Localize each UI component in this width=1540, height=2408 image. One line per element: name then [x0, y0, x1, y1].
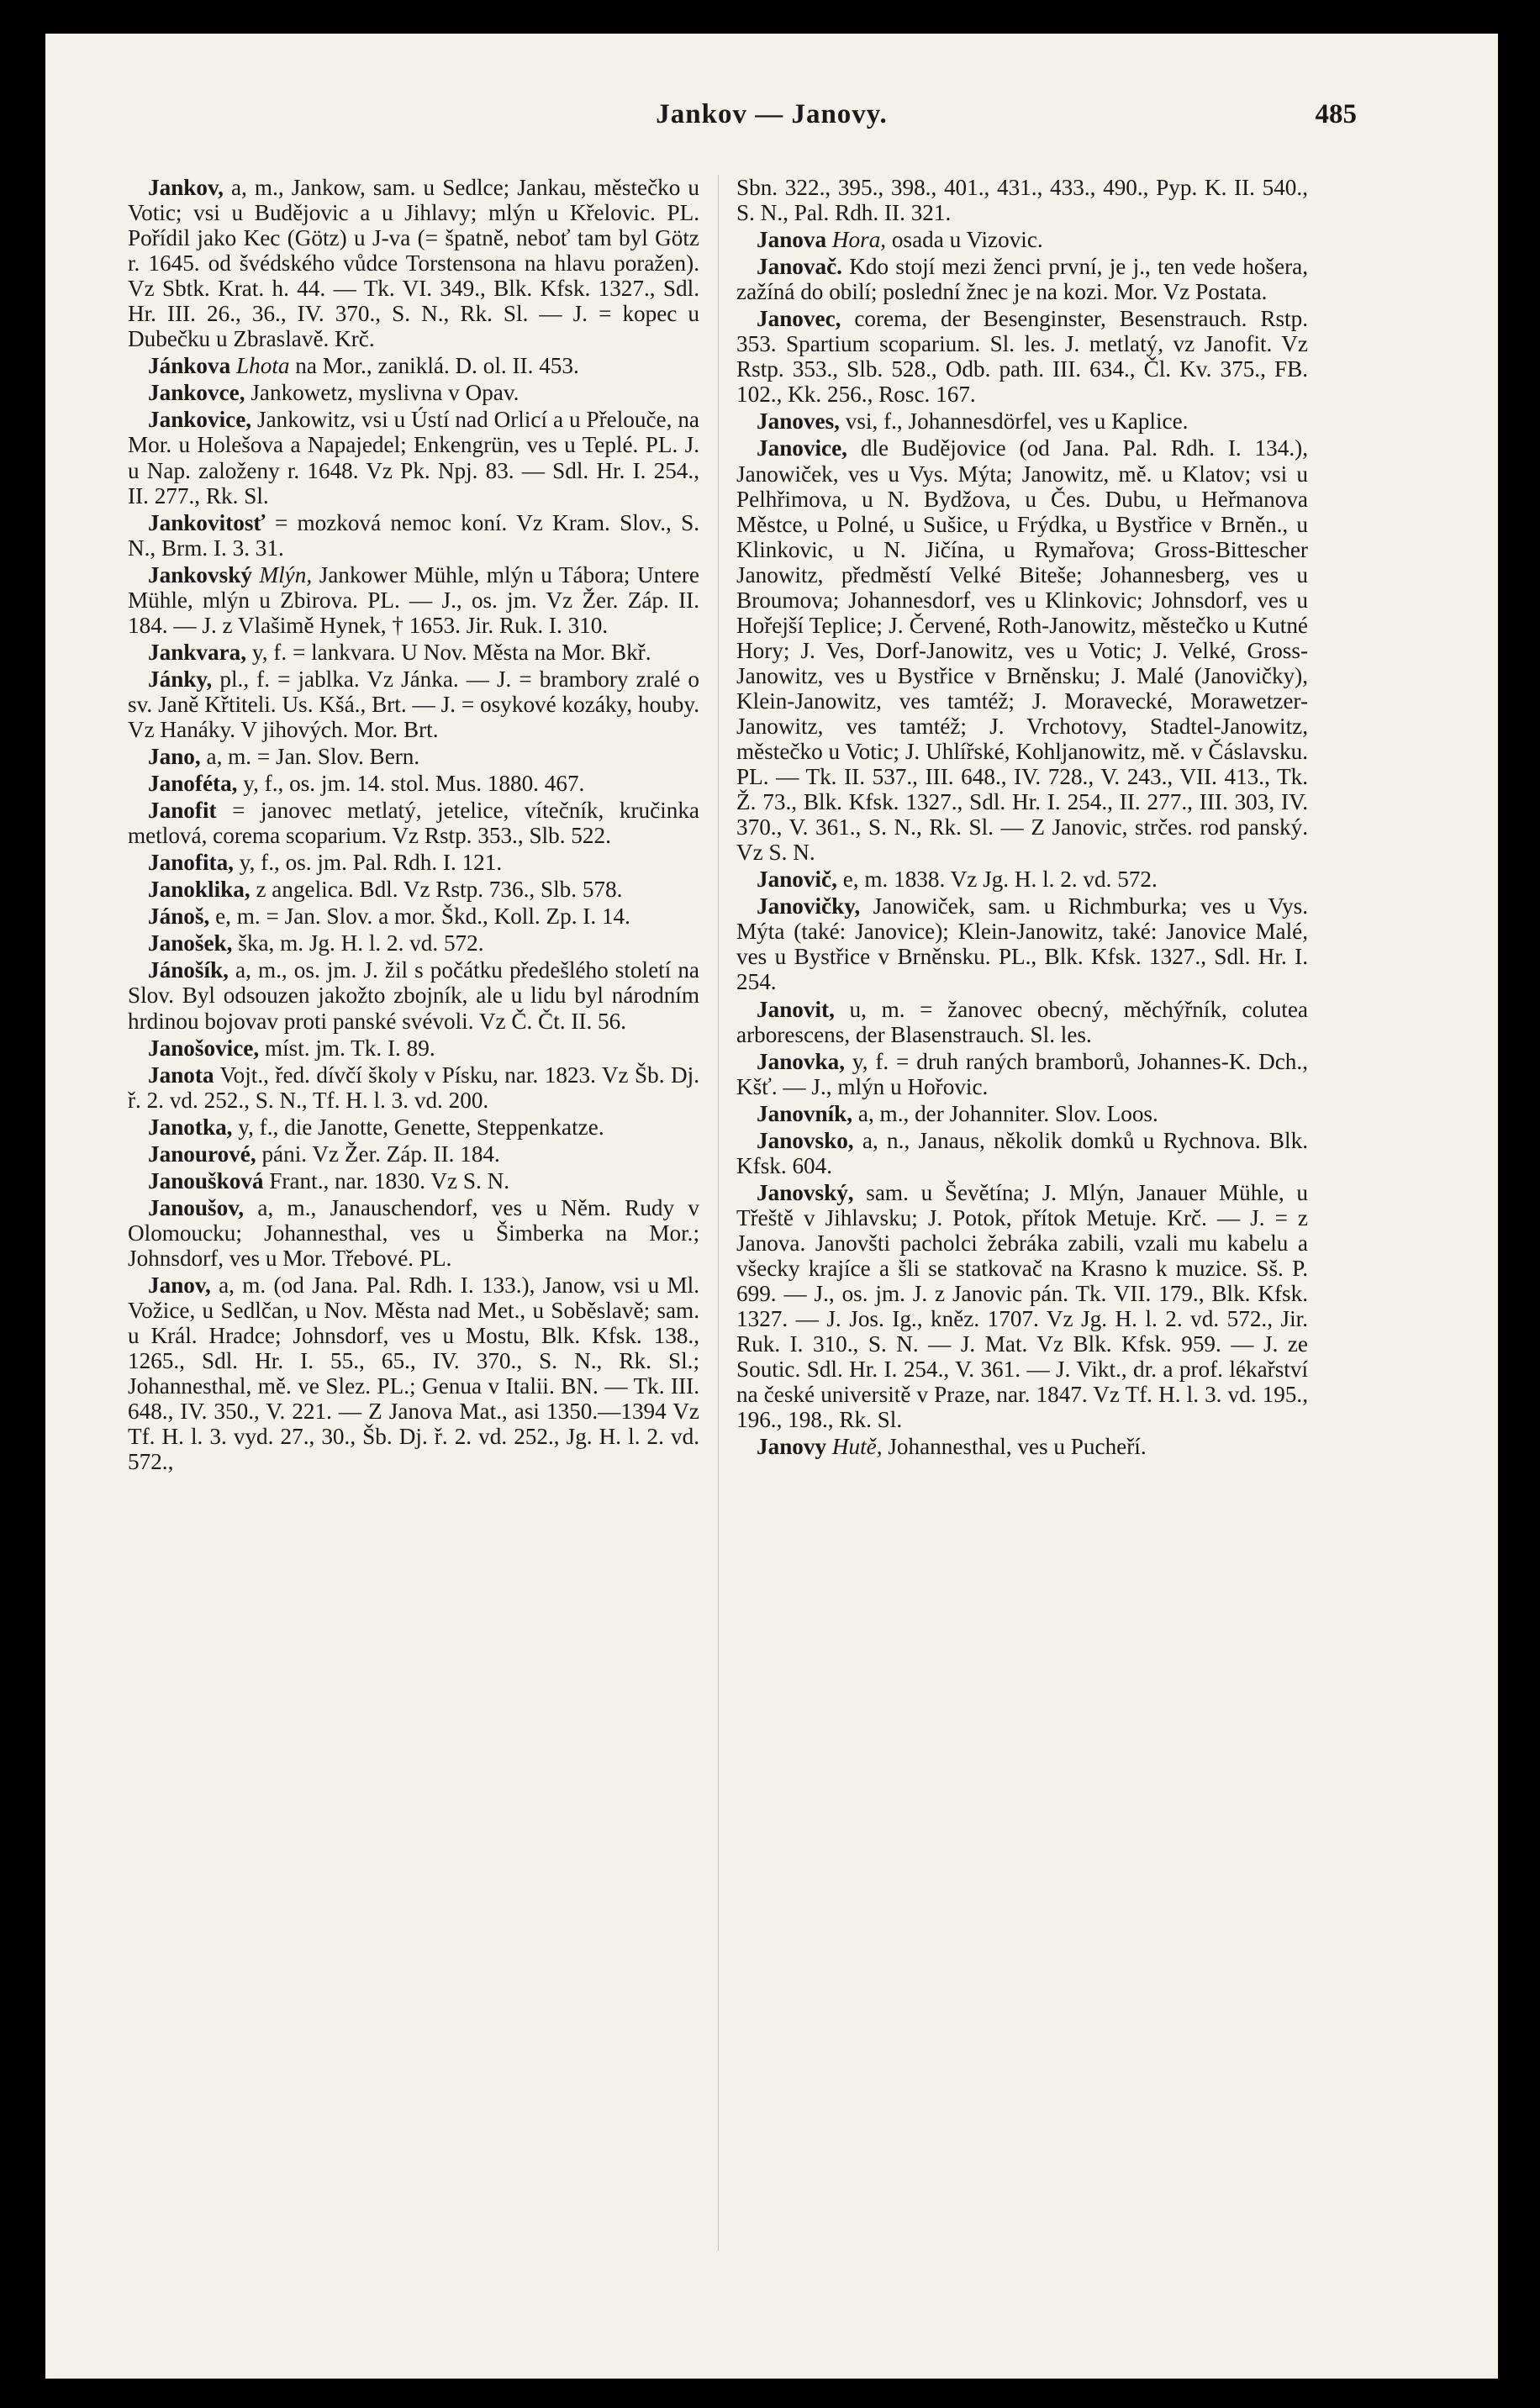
column-divider: [718, 175, 719, 2251]
page-header: [45, 99, 1498, 150]
entry-headword-italic: Hora,: [826, 227, 887, 253]
entry-body: z angelica. Bdl. Vz Rstp. 736., Slb. 578.: [250, 877, 623, 903]
entry-body: a, m. (od Jana. Pal. Rdh. I. 133.), Janow, vsi u Ml. Vožice, u Sedlčan, u Nov. Města nad Met., u Soběslavě; sam. u Král. Hradce; Johnsdorf, ves u Mostu, Blk. Kfsk. 138., 1265., Sdl. Hr. I. 55., 65., IV. 370., S. N., Rk. Sl.; Johannesthal, mě. ve Slez. PL.; Genua v Italii. BN. — Tk. III. 648., IV. 350., V. 221. — Z Janova Mat., asi 1350.—1394 Vz Tf. H. l. 3. vyd. 27., 30., Šb. Dj. ř. 2. vd. 252., Jg. H. l. 2. vd. 572.,: [128, 1272, 699, 1475]
entry-headword-italic: Mlýn,: [251, 561, 313, 588]
entry-body: pl., f. = jablka. Vz Jánka. — J. = brambory zralé o sv. Janě Křtiteli. Us. Kšá., Brt. — J. = osykové kozáky, houby. Vz Hanáky. V jihových. Mor. Brt.: [128, 666, 699, 742]
entry-body: Kdo stojí mezi ženci první, je j., ten vede hošera, zažíná do obilí; poslední žnec je na kozi. Mor. Vz Postata.: [736, 254, 1308, 305]
entry-body: y, f., os. jm. 14. stol. Mus. 1880. 467.: [237, 771, 585, 797]
entry-body: e, m. 1838. Vz Jg. H. l. 2. vd. 572.: [836, 867, 1158, 893]
entry-headword: Janota: [148, 1062, 214, 1088]
dictionary-entry: [736, 254, 1308, 304]
dictionary-entry: [128, 510, 699, 561]
dictionary-entry: [736, 1434, 1308, 1459]
entry-body: na Mor., zaniklá. D. ol. II. 453.: [289, 353, 579, 379]
dictionary-entry: [128, 744, 699, 769]
entry-headword: Janovač.: [757, 254, 842, 280]
entry-body: a, m., Janauschendorf, ves u Něm. Rudy v Olomoucku; Johannesthal, ves u Šimberka na Mor.; Johnsdorf, ves u Mor. Třebové. PL.: [128, 1194, 699, 1271]
dictionary-entry: [128, 175, 699, 351]
entry-headword: Janovsko,: [757, 1127, 854, 1153]
dictionary-entry: [736, 1101, 1308, 1126]
entry-body: míst. jm. Tk. I. 89.: [259, 1035, 435, 1061]
entry-headword: Janov,: [148, 1272, 211, 1298]
entry-headword: Jankovitosť: [148, 509, 266, 535]
entry-headword: Jano,: [148, 744, 201, 770]
entry-headword: Janošek,: [148, 930, 233, 956]
running-head: Jankov — Janovy.: [656, 99, 888, 129]
entry-headword: Jankovice,: [148, 407, 252, 433]
entry-headword: Janovič,: [757, 867, 837, 893]
entry-body: Vojt., řed. dívčí školy v Písku, nar. 1823. Vz Šb. Dj. ř. 2. vd. 252., S. N., Tf. H. l. 3. vd. 200.: [128, 1062, 699, 1113]
entry-headword-italic: Lhota: [230, 353, 290, 379]
entry-headword: Janotka,: [148, 1114, 233, 1140]
entry-headword: Jankvara,: [148, 639, 247, 665]
dictionary-entry: [736, 408, 1308, 434]
dictionary-entry: [128, 407, 699, 508]
entry-body: Jankowetz, myslivna v Opav.: [245, 380, 519, 406]
entry-body: a, m. = Jan. Slov. Bern.: [200, 744, 420, 770]
entry-headword: Jánky,: [148, 666, 213, 692]
dictionary-entry: [736, 306, 1308, 407]
entry-body: = mozková nemoc koní. Vz Kram. Slov., S. N., Brm. I. 3. 31.: [128, 509, 699, 561]
dictionary-entry: [128, 930, 699, 956]
dictionary-entry: [128, 1272, 699, 1474]
entry-headword: Janofita,: [148, 850, 234, 876]
dictionary-entry: [736, 175, 1308, 225]
entry-headword: Janova: [757, 227, 827, 253]
entry-headword: Jankovský: [148, 561, 252, 588]
dictionary-entry: [128, 1141, 699, 1167]
entry-headword: Janoušková: [148, 1167, 264, 1193]
entry-body: = janovec metlatý, jetelice, vítečník, kručinka metlová, corema scoparium. Vz Rstp. 353., Slb. 522.: [128, 798, 699, 849]
entry-headword: Janoušov,: [148, 1194, 245, 1220]
dictionary-entry: [736, 867, 1308, 892]
dictionary-entry: [128, 353, 699, 378]
entry-headword: Janovka,: [757, 1048, 846, 1074]
entry-body: ška, m. Jg. H. l. 2. vd. 572.: [232, 930, 484, 956]
dictionary-entry: [128, 957, 699, 1033]
page-number: 485: [1315, 99, 1357, 129]
entry-body: a, m., Jankow, sam. u Sedlce; Jankau, městečko u Votic; vsi u Budějovic a u Jihlavy; mlýn u Křelovic. PL. Pořídil jako Kec (Götz) u J-va (= špatně, neboť tam byl Götz r. 1645. od švédského vůdce Torstensona na hlavu poražen). Vz Sbtk. Krat. h. 44. — Tk. VI. 349., Blk. Kfsk. 1327., Sdl. Hr. III. 26., 36., IV. 370., S. N., Rk. Sl. — J. = kopec u Dubečku u Zbraslavě. Krč.: [128, 175, 699, 352]
entry-headword: Janovice,: [757, 435, 847, 461]
dictionary-entry: [128, 380, 699, 405]
entry-body: y, f. = druh raných bramborů, Johannes-K. Dch., Kšť. — J., mlýn u Hořovic.: [736, 1048, 1308, 1099]
entry-headword: Janovit,: [757, 996, 835, 1022]
entry-headword-italic: Hutě,: [826, 1434, 883, 1460]
entry-headword: Janošovice,: [148, 1035, 260, 1061]
entry-body: a, n., Janaus, několik domků u Rychnova. Blk. Kfsk. 604.: [736, 1127, 1308, 1178]
entry-body: páni. Vz Žer. Záp. II. 184.: [256, 1141, 500, 1167]
dictionary-entry: [128, 798, 699, 848]
entry-body: y, f., die Janotte, Genette, Steppenkatze.: [232, 1114, 604, 1140]
entry-headword: Janofit: [148, 798, 217, 824]
entry-body: Jankower Mühle, mlýn u Tábora; Untere Mühle, mlýn u Zbirova. PL. — J., os. jm. Vz Žer. Záp. II. 184. — J. z Vlašimě Hynek, † 1653. Jir. Ruk. I. 310.: [128, 561, 699, 638]
entry-headword: Janovský,: [757, 1179, 854, 1205]
entry-body: vsi, f., Johannesdörfel, ves u Kaplice.: [839, 408, 1189, 435]
dictionary-entry: [128, 850, 699, 875]
dictionary-entry: [128, 640, 699, 665]
dictionary-entry: [736, 1128, 1308, 1178]
dictionary-entry: [736, 227, 1308, 252]
entry-body: corema, der Besenginster, Besenstrauch. Rstp. 353. Spartium scoparium. Sl. les. J. metlatý, vz Janofit. Vz Rstp. 353., Slb. 528., Odb. path. III. 634., Čl. Kv. 375., FB. 102., Kk. 256., Rosc. 167.: [736, 306, 1308, 408]
dictionary-entry: [736, 1049, 1308, 1099]
entry-headword: Janovičky,: [757, 893, 861, 919]
entry-headword: Jánkova: [148, 353, 231, 379]
dictionary-entry: [736, 893, 1308, 994]
entry-body: Sbn. 322., 395., 398., 401., 431., 433., 490., Pyp. K. II. 540., S. N., Pal. Rdh. II. 321.: [736, 175, 1308, 226]
entry-headword: Janoféta,: [148, 771, 238, 797]
entry-body: a, m., der Johanniter. Slov. Loos.: [852, 1100, 1158, 1126]
dictionary-entry: [128, 667, 699, 742]
entry-headword: Janourové,: [148, 1141, 256, 1167]
right-column: [736, 175, 1308, 1461]
entry-body: y, f., os. jm. Pal. Rdh. I. 121.: [233, 850, 503, 876]
entry-body: osada u Vizovic.: [886, 227, 1043, 253]
dictionary-entry: [128, 877, 699, 902]
entry-body: e, m. = Jan. Slov. a mor. Škd., Koll. Zp. I. 14.: [209, 904, 630, 930]
entry-body: u, m. = žanovec obecný, měchýřník, colutea arborescens, der Blasenstrauch. Sl. les.: [736, 996, 1308, 1047]
dictionary-entry: [128, 1114, 699, 1140]
entry-headword: Jánoš,: [148, 904, 210, 930]
entry-body: sam. u Ševětína; J. Mlýn, Janauer Mühle, u Třeště v Jihlavsku; J. Potok, přítok Metuje. Krč. — J. = z Janova. Janovšti pacholci žebráka zabili, vzali mu kabelu a všecky krajíce a šli se statkovač na Krasno k muzice. Sš. P. 699. — J., os. jm. J. z Janovic pán. Tk. VII. 179., Blk. Kfsk. 1327. — J. Jos. Ig., kněz. 1707. Vz Jg. H. l. 2. vd. 572., Jir. Ruk. I. 310., S. N. — J. Mat. Vz Blk. Kfsk. 959. — J. ze Soutic. Sdl. Hr. I. 254., V. 361. — J. Vikt., dr. a prof. lékařství na české universitě v Praze, nar. 1847. Vz Tf. H. l. 3. vd. 195., 196., 198., Rk. Sl.: [736, 1179, 1308, 1433]
dictionary-entry: [736, 435, 1308, 865]
dictionary-entry: [128, 771, 699, 796]
entry-headword: Jánošík,: [148, 957, 229, 983]
entry-headword: Janovy: [757, 1434, 827, 1460]
dictionary-entry: [736, 1180, 1308, 1432]
entry-headword: Janoves,: [757, 408, 840, 435]
dictionary-entry: [128, 1168, 699, 1193]
left-column: [128, 175, 699, 1476]
entry-headword: Jankovce,: [148, 380, 245, 406]
dictionary-entry: [128, 1195, 699, 1271]
entry-body: Frant., nar. 1830. Vz S. N.: [263, 1167, 510, 1193]
dictionary-entry: [128, 562, 699, 638]
entry-headword: Jankov,: [148, 175, 224, 200]
entry-body: Jankowitz, vsi u Ústí nad Orlicí a u Přelouče, na Mor. u Holešova a Napajedel; Enkengrün, ves u Teplé. PL. J. u Nap. založeny r. 1648. Vz Pk. Npj. 83. — Sdl. Hr. I. 254., II. 277., Rk. Sl.: [128, 407, 699, 508]
entry-body: Johannesthal, ves u Pucheří.: [882, 1434, 1147, 1460]
entry-headword: Janovec,: [757, 306, 841, 332]
entry-headword: Janoklika,: [148, 877, 251, 903]
dictionary-entry: [736, 997, 1308, 1047]
entry-body: a, m., os. jm. J. žil s počátku předešlého století na Slov. Byl odsouzen jakožto zbojník, ale u lidu byl národním hrdinou bojovav proti panské svévoli. Vz Č. Čt. II. 56.: [128, 957, 699, 1034]
entry-body: Janowiček, sam. u Richmburka; ves u Vys. Mýta (také: Janovice); Klein-Janowitz, také: Janovice Malé, ves u Bystřice v Brněnsku. PL., Blk. Kfsk. 1327., Sdl. Hr. I. 254.: [736, 893, 1308, 995]
dictionary-entry: [128, 1062, 699, 1113]
entry-headword: Janovník,: [757, 1100, 853, 1126]
book-page: [45, 34, 1498, 2379]
dictionary-entry: [128, 904, 699, 929]
entry-body: y, f. = lankvara. U Nov. Města na Mor. Bkř.: [246, 639, 651, 665]
dictionary-entry: [128, 1035, 699, 1061]
entry-body: dle Budějovice (od Jana. Pal. Rdh. I. 134.), Janowiček, ves u Vys. Mýta; Janowitz, mě. u Klatov; vsi u Pelhřimova, u N. Bydžova, u Čes. Dubu, u Heřmanova Městce, u Polné, u Sušice, u Frýdka, u Bystřice v Brněn., u Klinkovic, u N. Jičína, u Rymařova; Gross-Bittescher Janowitz, předměstí Velké Biteše; Johannesberg, ves u Broumova; Johannesdorf, ves u Klinkovic; Johnsdorf, ves u Hořejší Teplice; J. Červené, Roth-Janowitz, městečko u Kutné Hory; J. Ves, Dorf-Janowitz, ves u Votic; J. Velké, Gross-Janowitz, ves u Bystřice v Brněnsku; J. Malé (Janovičky), Klein-Janowitz, ves tamtéž; J. Moravecké, Morawetzer-Janowitz, ves tamtéž; J. Vrchotovy, Stadtel-Janowitz, městečko u Votic; J. Uhlířské, Kohljanowitz, mě. v Čáslavsku. PL. — Tk. II. 537., III. 648., IV. 728., V. 243., VII. 413., Tk. Ž. 73., Blk. Kfsk. 1327., Sdl. Hr. I. 254., II. 277., III. 303, IV. 370., V. 361., S. N., Rk. Sl. — Z Janovic, strčes. rod panský. Vz S. N.: [736, 435, 1308, 866]
